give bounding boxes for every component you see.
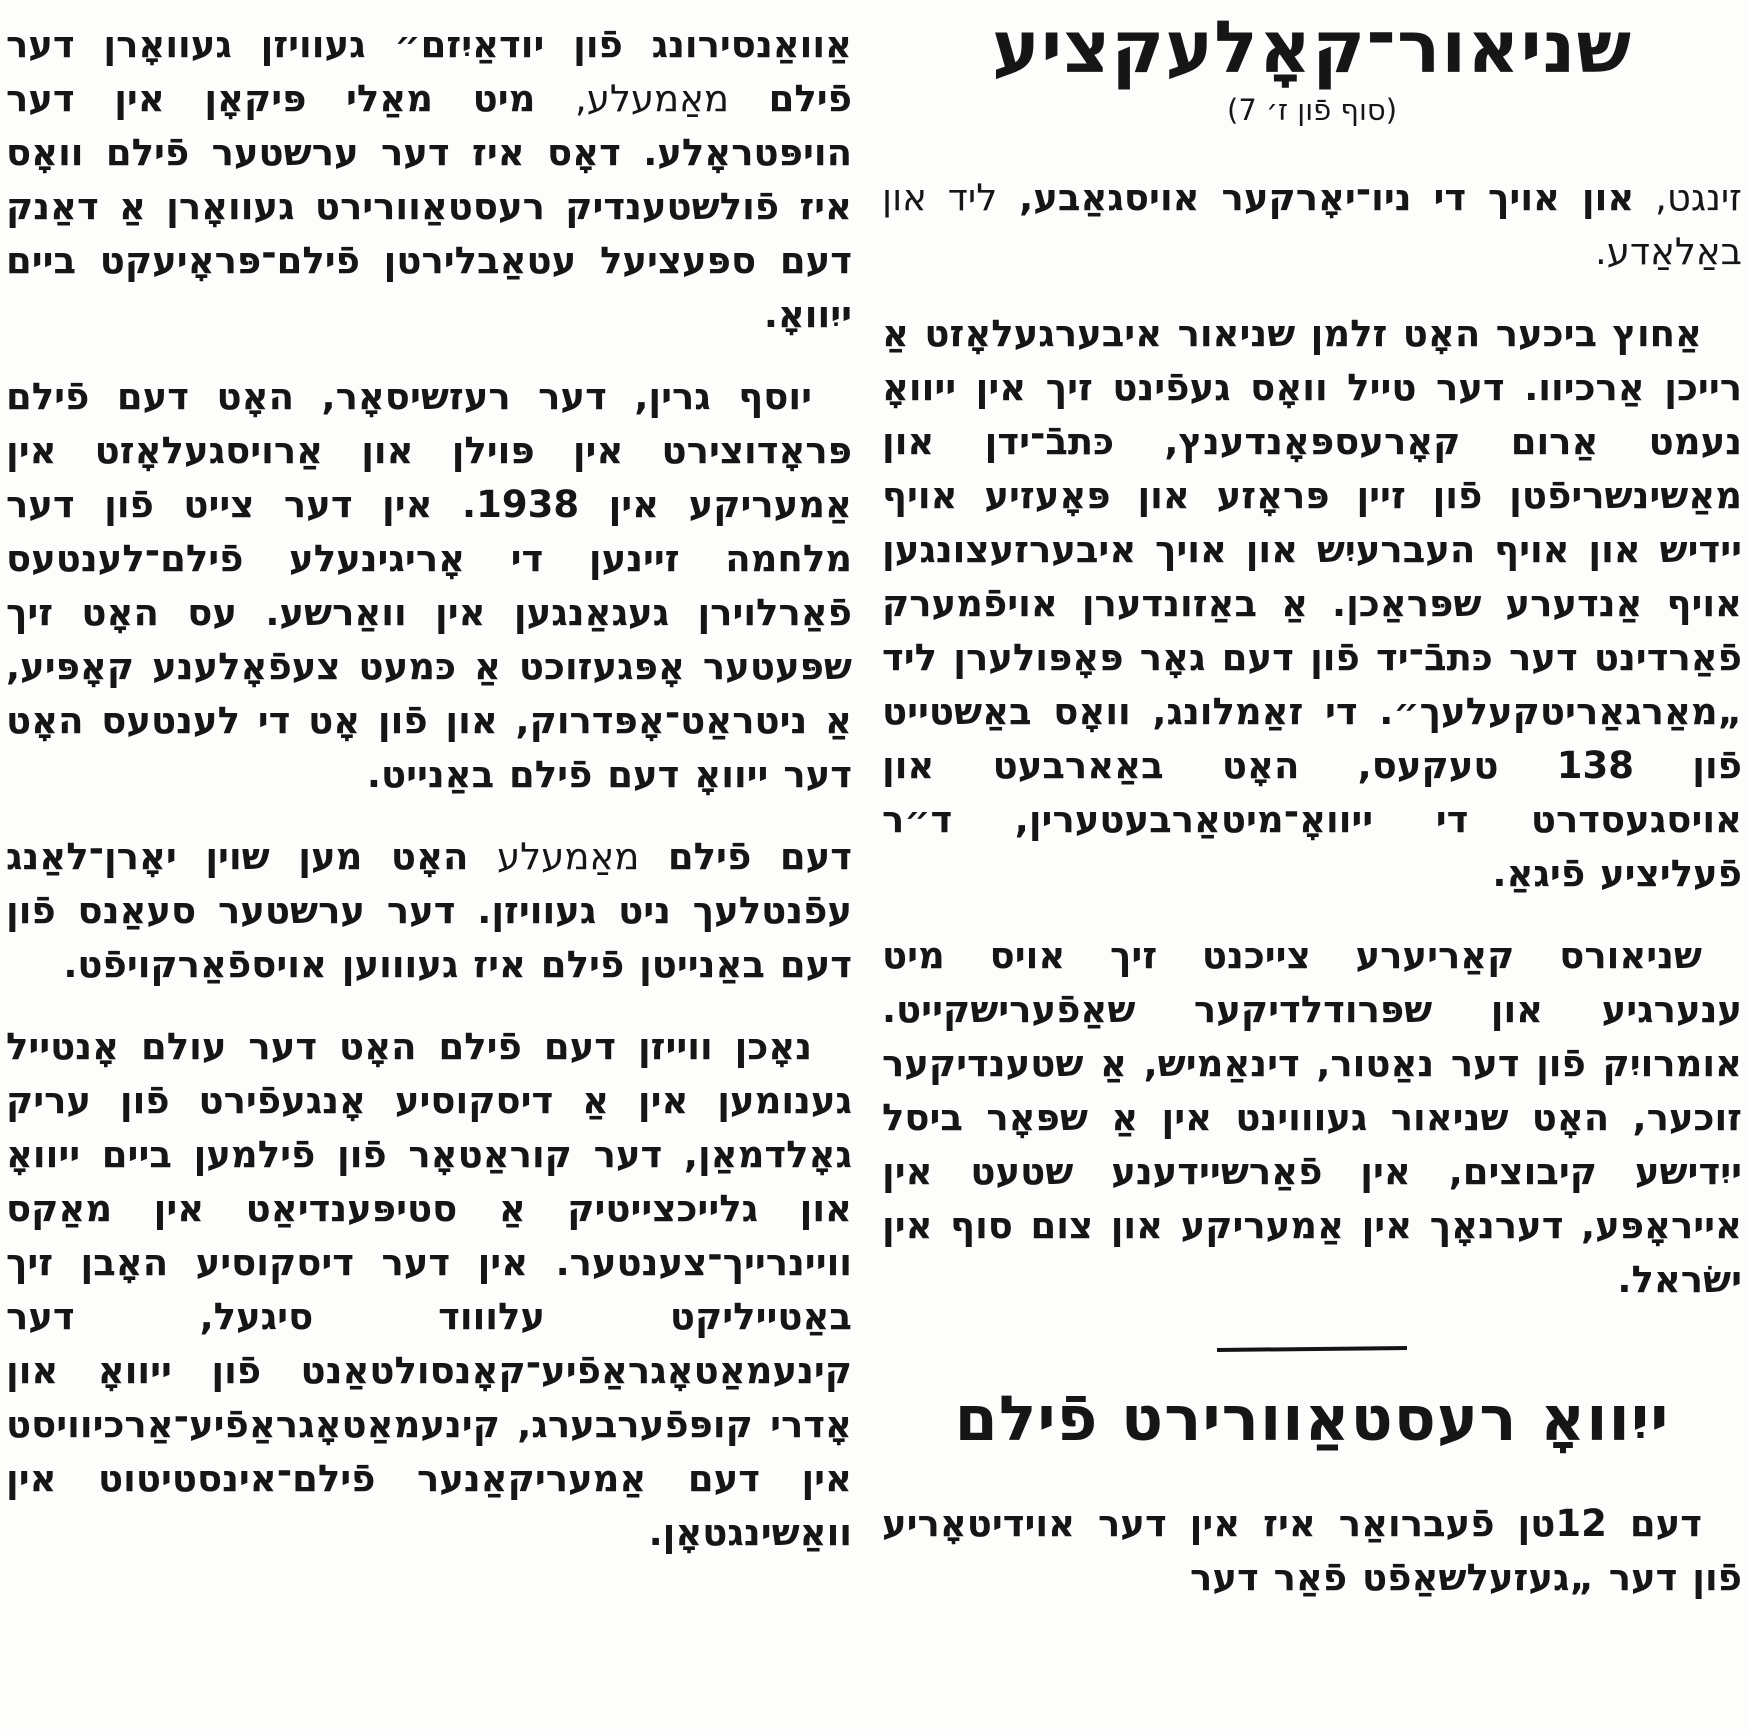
book-title-lid-un-balade: ליד און באַלאַדע.	[882, 175, 1742, 273]
body-text: האָט מען שוין יאָרן־לאַנג עפֿנטלעך ניט געוויזן. דער ערשטער סעאַנס פֿון דעם באַנייטן פֿילם איז געוווען אויספֿאַרקויפֿט.	[6, 835, 852, 986]
second-article-headline: ייִוואָ רעסטאַוורירט פֿילם	[954, 1381, 1670, 1455]
paragraph	[6, 18, 852, 342]
paragraph: יוסף גרין, דער רעזשיסאָר, האָט דעם פֿילם פּראָדוצירט אין פּוילן און אַרויסגעלאָזט אין אַמעריקע אין 1938. אין דער צייט פֿון דער מלחמה זיינען די אָריגינעלע פֿילם־לענטעס פֿאַרלוירן געגאַנגען אין וואַרשע. עס האָט זיך שפּעטער אָפּגעזוכט אַ כּמעט צעפֿאָלענע קאָפּיע, אַ ניטראַט־אָפּדרוק, און פֿון אָט די לענטעס האָט דער ייוואָ דעם פֿילם באַנייט.	[6, 375, 852, 796]
section-divider	[1217, 1346, 1407, 1352]
article-column-right	[882, 4, 1742, 1633]
paragraph	[6, 830, 852, 992]
body-text: דעם פֿילם	[639, 835, 852, 878]
body-text: מיט מאַלי פּיקאָן אין דער הויפּטראָלע. דאָס איז דער ערשטער פֿילם וואָס איז פֿולשטענדיק רעסטאַוורירט געוואָרן אַ דאַנק דעם ספּעציעל עטאַבלירטן פֿילם־פּראָיעקט ביים ייִוואָ.	[6, 77, 852, 336]
paragraph: שניאורס קאַריערע צייכנט זיך אויס מיט ענערגיע און שפּרודלדיקער שאַפֿערישקייט. אומרויִק פֿון דער נאַטור, דינאַמיש, אַ שטענדיקער זוכער, האָט שניאור געוווינט אין אַ שפּאָר ביסל ייִדישע קיבוצים, אין פֿאַרשיידענע שטעט אין אייראָפּע, דערנאָך אין אַמעריקע און צום סוף אין ישׂראל.	[882, 933, 1742, 1301]
body-text: און אויך די ניו־יאָרקער אויסגאַבע,	[997, 175, 1635, 219]
article-column-left	[6, 18, 852, 1588]
film-title-mamele: מאַמעלע	[496, 835, 640, 878]
paragraph	[882, 171, 1742, 279]
film-title-mamele: מאַמעלע,	[574, 77, 730, 120]
body-text: אַוואַנסירונג פֿון יודאַיִזם״ געוויזן געוואָרן דער פֿילם	[6, 23, 852, 120]
paragraph: נאָכן ווייזן דעם פֿילם האָט דער עולם אָנטייל גענומען אין אַ דיסקוסיע אָנגעפֿירט פֿון עריק גאָלדמאַן, דער קוראַטאָר פֿון פֿילמען ביים ייוואָ און גלייכצייטיק אַ סטיפּענדיאַט אין מאַקס וויינרייך־צענטער. אין דער דיסקוסיע האָבן זיך באַטייליקט עלוווד סיגעל, דער קינעמאַטאָגראַפֿיע־קאָנסולטאַנט פֿון ייוואָ און אָדרי קופּפֿערבערג, קינעמאַטאָגראַפֿיע־אַרכיוויסט אין דעם אַמעריקאַנער פֿילם־אינסטיטוט אין וואַשינגטאָן.	[6, 1025, 852, 1554]
article-headline: שניאור־קאָלעקציע	[992, 5, 1632, 89]
book-title-fragment: זינגט,	[1634, 175, 1742, 219]
continuation-note: (סוף פֿון ז׳ 7)	[1226, 92, 1398, 127]
paragraph: אַחוץ ביכער האָט זלמן שניאור איבערגעלאָזט אַ רייכן אַרכיוו. דער טייל וואָס געפֿינט זיך אין ייוואָ נעמט אַרום קאָרעספּאָנדענץ, כּתבֿ־ידן און מאַשינשריפֿטן פֿון זיין פּראָזע און פּאָעזיע אויף יידיש און אויף העברעיִש און אויך איבערזעצונגען אויף אַנדערע שפּראַכן. אַ באַזונדערן אויפֿמערק פֿאַרדינט דער כּתבֿ־יד פֿון דעם גאָר פּאָפּולערן ליד „מאַרגאַריטקעלעך״. די זאַמלונג, וואָס באַשטייט פֿון 138 טעקעס, האָט באַארבעט און אויסגעסדרט די ייוואָ־מיטאַרבעטערין, ד״ר פֿעליציע פֿיגאַ.	[882, 311, 1742, 895]
paragraph: דעם 12טן פֿעברואַר איז אין דער אוידיטאָריע פֿון דער „געזעלשאַפֿט פֿאַר דער	[882, 1501, 1742, 1599]
